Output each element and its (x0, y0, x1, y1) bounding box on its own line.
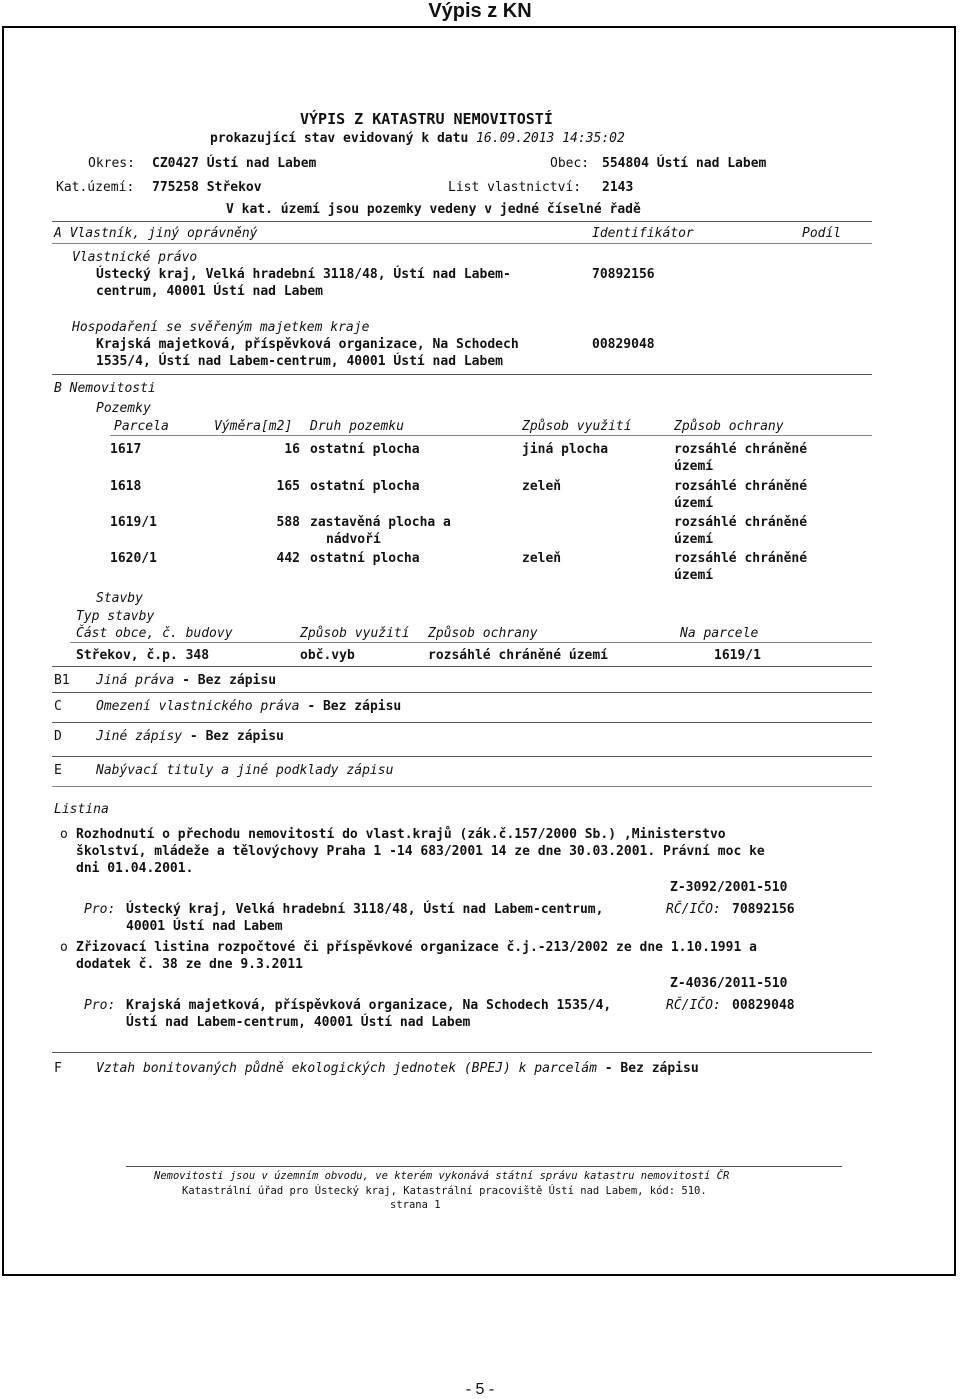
listina-item-line: školství, mládeže a tělovýchovy Praha 1 -14 683/2001 14 ze dne 30.03.2001. Právní moc ke (76, 844, 765, 859)
divider (52, 1052, 872, 1053)
subtitle-lead: prokazující stav evidovaný k datu (210, 131, 469, 146)
section-d-row (96, 729, 284, 744)
typ-stavby-label: Typ stavby (76, 609, 155, 624)
listina-item-line: dni 01.04.2001. (76, 861, 194, 876)
pro-line: Krajská majetková, příspěvková organizace, Na Schodech 1535/4, (126, 998, 612, 1013)
parcel-protection: rozsáhlé chráněné (674, 515, 808, 530)
lv-value: 2143 (602, 180, 634, 195)
subtitle-date: 16.09.2013 14:35:02 (476, 131, 625, 146)
scanned-extract (30, 30, 910, 1270)
parcel-type: ostatní plocha (310, 551, 420, 566)
parcel-number: 1617 (110, 442, 142, 457)
parcel-protection-cont: území (674, 532, 714, 547)
divider (52, 756, 872, 757)
col-vyuziti: Způsob využití (522, 419, 632, 434)
section-e-title: Nabývací tituly a jiné podklady zápisu (96, 763, 394, 778)
parcel-protection: rozsáhlé chráněné (674, 479, 808, 494)
parcel-protection-cont: území (674, 496, 714, 511)
owner-line2: centrum, 40001 Ústí nad Labem (96, 284, 323, 299)
ico-label: RČ/IČO: (666, 902, 721, 917)
section-c-letter: C (54, 699, 62, 714)
section-d-title: Jiné zápisy (96, 729, 183, 744)
footer-line1: Nemovitosti jsou v územním obvodu, ve kterém vykonává státní správu katastru nemovitostí ČR (154, 1170, 730, 1182)
col-vymera: Výměra[m2] (214, 419, 293, 434)
section-b-header (54, 381, 156, 396)
parcel-type: ostatní plocha (310, 442, 420, 457)
parcel-type: ostatní plocha (310, 479, 420, 494)
col-building-vyuziti: Způsob využití (300, 626, 410, 641)
divider (70, 642, 872, 643)
section-c-value: - Bez zápisu (307, 699, 402, 714)
hospodareni-label: Hospodaření se svěřeným majetkem kraje (72, 320, 370, 335)
section-f-row (96, 1061, 699, 1076)
okres-value: CZ0427 Ústí nad Labem (152, 156, 317, 171)
parcel-protection-cont: území (674, 568, 714, 583)
parcel-number: 1620/1 (110, 551, 157, 566)
ico-value: 70892156 (732, 902, 795, 917)
section-d-value: - Bez zápisu (189, 729, 284, 744)
listina-item-line: Zřizovací listina rozpočtové či příspěvkové organizace č.j.-213/2002 ze dne 1.10.1991 a (76, 940, 757, 955)
pozemky-label: Pozemky (96, 401, 151, 416)
ico-value: 00829048 (732, 998, 795, 1013)
col-druh: Druh pozemku (310, 419, 404, 434)
divider (52, 722, 872, 723)
section-b1-value: - Bez zápisu (182, 673, 277, 688)
divider (52, 692, 872, 693)
parcel-number: 1619/1 (110, 515, 157, 530)
stavby-label: Stavby (96, 591, 143, 606)
bullet: o (60, 827, 68, 842)
pro-label: Pro: (84, 998, 116, 1013)
owner-id: 70892156 (592, 267, 655, 282)
listina-item-line: Rozhodnutí o přechodu nemovitostí do vlast.krajů (zák.č.157/2000 Sb.) ,Ministerstvo (76, 827, 726, 842)
parcel-area: 442 (276, 551, 300, 566)
divider (52, 221, 872, 222)
col-parcela: Parcela (114, 419, 169, 434)
section-b-letter: B (54, 381, 62, 396)
obec-value: 554804 Ústí nad Labem (602, 156, 767, 171)
manager-line1: Krajská majetková, příspěvková organizace, Na Schodech (96, 337, 519, 352)
parcel-protection: rozsáhlé chráněné (674, 551, 808, 566)
katuzemi-label: Kat.území: (56, 180, 135, 195)
manager-line2: 1535/4, Ústí nad Labem-centrum, 40001 Ústí nad Labem (96, 354, 503, 369)
section-a-header (54, 226, 258, 241)
parcel-protection: rozsáhlé chráněné (674, 442, 808, 457)
okres-label: Okres: (88, 156, 135, 171)
pro-line: Ústecký kraj, Velká hradební 3118/48, Ústí nad Labem-centrum, (126, 902, 604, 917)
obec-label: Obec: (550, 156, 590, 171)
pro-label: Pro: (84, 902, 116, 917)
page-header: Výpis z KN (428, 0, 532, 22)
ico-label: RČ/IČO: (666, 998, 721, 1013)
section-c-row (96, 699, 401, 714)
manager-id: 00829048 (592, 337, 655, 352)
parcel-usage: jiná plocha (522, 442, 609, 457)
pro-line: 40001 Ústí nad Labem (126, 919, 283, 934)
col-na-parcele: Na parcele (680, 626, 759, 641)
listina-item-line: dodatek č. 38 ze dne 9.3.2011 (76, 957, 303, 972)
footer-page: strana 1 (390, 1199, 441, 1211)
section-b1-title: Jiná práva (96, 673, 175, 688)
parcel-protection-cont: území (674, 459, 714, 474)
divider (126, 1166, 842, 1167)
parcel-type: zastavěná plocha a (310, 515, 451, 530)
divider (52, 374, 872, 375)
divider (52, 666, 872, 667)
parcel-usage: zeleň (522, 479, 562, 494)
parcel-usage: zeleň (522, 551, 562, 566)
divider (110, 435, 872, 436)
parcel-area: 16 (284, 442, 300, 457)
building-usage: obč.vyb (300, 648, 355, 663)
footer-line2: Katastrální úřad pro Ústecký kraj, Katastrální pracoviště Ústí nad Labem, kód: 510. (182, 1185, 707, 1197)
section-a-title: Vlastník, jiný oprávněný (69, 226, 258, 241)
parcel-area: 165 (276, 479, 300, 494)
col-podil: Podíl (802, 226, 842, 241)
pro-line: Ústí nad Labem-centrum, 40001 Ústí nad Labem (126, 1015, 471, 1030)
section-a-letter: A (54, 226, 62, 241)
divider (52, 786, 872, 787)
section-b-title: Nemovitosti (69, 381, 156, 396)
col-building-ochrana: Způsob ochrany (428, 626, 538, 641)
katuzemi-value: 775258 Střekov (152, 180, 262, 195)
col-ochrana: Způsob ochrany (674, 419, 784, 434)
page-number: - 5 - (465, 1381, 495, 1398)
section-e-letter: E (54, 763, 62, 778)
col-identifikator: Identifikátor (592, 226, 694, 241)
building-protection: rozsáhlé chráněné území (428, 648, 609, 663)
parcel-type-cont: nádvoří (326, 532, 381, 547)
parcel-number: 1618 (110, 479, 142, 494)
section-d-letter: D (54, 729, 62, 744)
document-subtitle (210, 131, 625, 146)
building-parcel: 1619/1 (714, 648, 761, 663)
listina-label: Listina (54, 802, 109, 817)
section-b1-letter: B1 (54, 673, 70, 688)
vlastnicke-pravo-label: Vlastnické právo (72, 250, 198, 265)
divider (52, 243, 872, 244)
bullet: o (60, 940, 68, 955)
listina-ref: Z-4036/2011-510 (670, 976, 788, 991)
rada-note: V kat. území jsou pozemky vedeny v jedné číselné řadě (226, 202, 641, 217)
section-f-letter: F (54, 1061, 62, 1076)
building-location: Střekov, č.p. 348 (76, 648, 210, 663)
lv-label: List vlastnictví: (448, 180, 582, 195)
owner-line1: Ústecký kraj, Velká hradební 3118/48, Ústí nad Labem- (96, 267, 511, 282)
document-title: VÝPIS Z KATASTRU NEMOVITOSTÍ (300, 110, 553, 128)
section-b1-row (96, 673, 276, 688)
section-f-title: Vztah bonitovaných půdně ekologických jednotek (BPEJ) k parcelám (96, 1061, 597, 1076)
section-c-title: Omezení vlastnického práva (96, 699, 300, 714)
listina-ref: Z-3092/2001-510 (670, 880, 788, 895)
col-cast-obce: Část obce, č. budovy (76, 626, 233, 641)
parcel-area: 588 (276, 515, 300, 530)
section-f-value: - Bez zápisu (604, 1061, 699, 1076)
